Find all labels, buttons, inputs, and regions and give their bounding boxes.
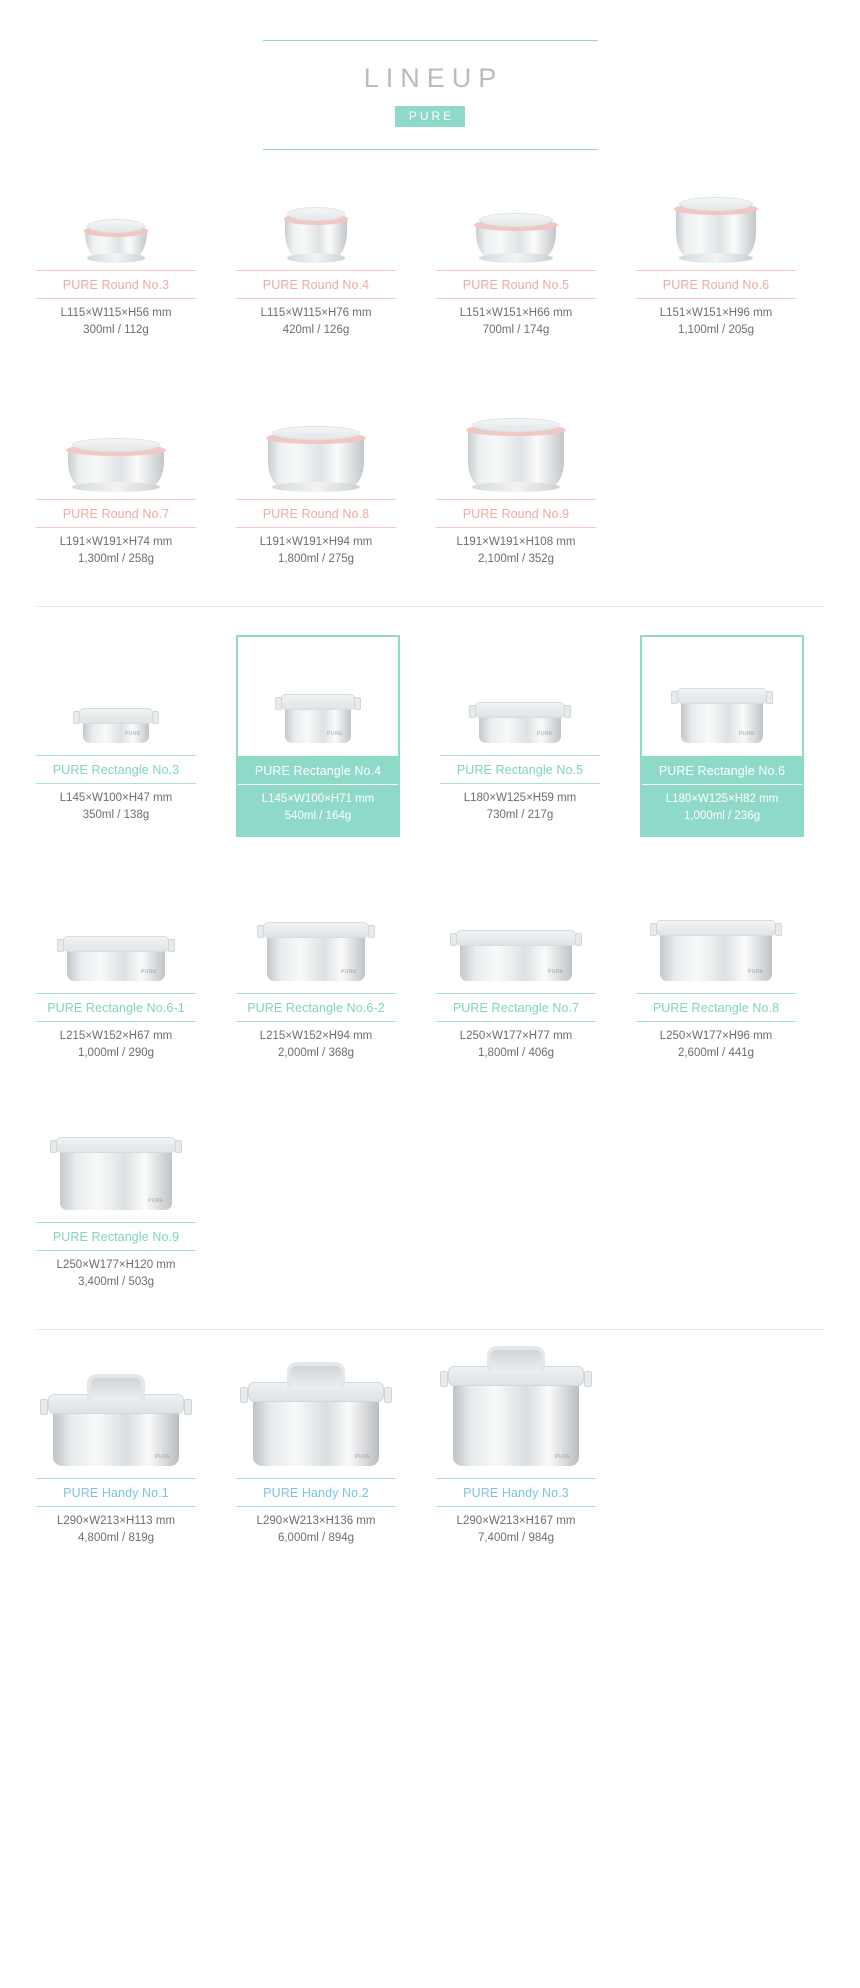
product-dimensions: L290×W213×H136 mm <box>256 1515 376 1527</box>
product-specs <box>236 1507 396 1551</box>
product-card[interactable] <box>36 379 196 572</box>
product-dimensions: L151×W151×H66 mm <box>459 307 573 319</box>
product-specs <box>36 1022 196 1066</box>
product-image-box <box>436 1368 596 1478</box>
product-card[interactable] <box>36 1102 196 1295</box>
product-volume-weight: 1,000ml / 290g <box>77 1047 155 1059</box>
product-volume-weight: 1,800ml / 406g <box>477 1047 555 1059</box>
product-image-box <box>636 160 796 270</box>
product-volume-weight: 1,300ml / 258g <box>77 553 155 565</box>
product-dimensions: L290×W213×H167 mm <box>456 1515 576 1527</box>
product-name: PURE Rectangle No.5 <box>456 763 584 777</box>
product-image-box <box>36 883 196 993</box>
product-card[interactable] <box>436 379 596 572</box>
product-volume-weight: 420ml / 126g <box>282 324 350 336</box>
product-image: PURE <box>460 941 572 981</box>
header-rule-top <box>263 40 598 41</box>
product-card[interactable] <box>436 873 596 1066</box>
product-name: PURE Round No.9 <box>462 507 570 521</box>
section-round <box>0 150 860 572</box>
product-image: PURE <box>67 947 165 981</box>
product-image-box <box>36 1112 196 1222</box>
section-rectangle <box>0 635 860 1295</box>
product-image <box>68 449 164 487</box>
product-name: PURE Handy No.1 <box>63 1486 169 1500</box>
product-specs <box>36 1251 196 1295</box>
product-image <box>676 208 756 258</box>
product-dimensions: L145×W100×H47 mm <box>59 792 173 804</box>
product-specs <box>436 528 596 572</box>
product-dimensions: L115×W115×H56 mm <box>60 307 172 319</box>
product-row <box>36 873 824 1066</box>
product-dimensions: L215×W152×H94 mm <box>259 1030 373 1042</box>
product-sections <box>0 150 860 1551</box>
product-image: PURE <box>453 1380 579 1466</box>
product-card[interactable] <box>236 1358 396 1551</box>
product-volume-weight: 2,100ml / 352g <box>477 553 555 565</box>
product-specs <box>36 784 196 828</box>
product-image: PURE <box>53 1408 179 1466</box>
product-image <box>468 429 564 487</box>
row-spacer <box>36 1066 824 1102</box>
product-card[interactable] <box>236 635 400 837</box>
product-card[interactable] <box>636 873 796 1066</box>
product-image: PURE <box>60 1148 172 1210</box>
product-specs <box>436 1507 596 1551</box>
product-dimensions: L250×W177×H96 mm <box>659 1030 773 1042</box>
product-card[interactable] <box>436 150 596 343</box>
product-image-box <box>236 389 396 499</box>
product-row <box>36 1102 824 1295</box>
product-card[interactable] <box>636 150 796 343</box>
product-image-box <box>238 645 398 755</box>
product-image: PURE <box>681 699 763 743</box>
product-dimensions: L215×W152×H67 mm <box>59 1030 173 1042</box>
product-image-box <box>36 389 196 499</box>
product-name: PURE Handy No.2 <box>263 1486 369 1500</box>
product-image: PURE <box>285 705 351 743</box>
product-image-box <box>636 883 796 993</box>
product-image: PURE <box>83 719 149 743</box>
product-dimensions: L191×W191×H94 mm <box>259 536 373 548</box>
product-image-box <box>236 160 396 270</box>
product-image-box <box>436 160 596 270</box>
product-image: PURE <box>267 933 365 981</box>
product-dimensions: L290×W213×H113 mm <box>56 1515 176 1527</box>
product-image: PURE <box>660 931 772 981</box>
product-volume-weight: 730ml / 217g <box>486 809 554 821</box>
product-specs <box>238 785 398 835</box>
product-specs <box>236 1022 396 1066</box>
product-name: PURE Round No.8 <box>262 507 370 521</box>
product-specs <box>36 528 196 572</box>
product-name: PURE Handy No.3 <box>463 1486 569 1500</box>
product-row <box>36 635 824 837</box>
product-volume-weight: 1,000ml / 236g <box>683 810 761 822</box>
product-image-box <box>236 883 396 993</box>
product-name: PURE Rectangle No.7 <box>452 1001 580 1015</box>
product-name: PURE Rectangle No.6-2 <box>247 1001 385 1015</box>
product-row <box>36 150 824 343</box>
product-image <box>476 224 556 258</box>
product-dimensions: L151×W151×H96 mm <box>659 307 773 319</box>
product-image <box>285 218 347 258</box>
product-card[interactable] <box>36 635 196 837</box>
product-specs <box>236 299 396 343</box>
product-image-box <box>642 645 802 755</box>
product-card[interactable] <box>236 873 396 1066</box>
product-volume-weight: 7,400ml / 984g <box>477 1532 555 1544</box>
product-name: PURE Round No.7 <box>62 507 170 521</box>
product-image-box <box>436 883 596 993</box>
product-specs <box>236 528 396 572</box>
product-row <box>36 379 824 572</box>
product-dimensions: L250×W177×H120 mm <box>56 1259 176 1271</box>
product-card[interactable] <box>640 635 804 837</box>
product-dimensions: L250×W177×H77 mm <box>459 1030 573 1042</box>
product-specs <box>36 299 196 343</box>
product-name: PURE Rectangle No.4 <box>238 756 398 784</box>
product-specs <box>436 1022 596 1066</box>
product-name: PURE Rectangle No.6-1 <box>47 1001 185 1015</box>
product-name: PURE Rectangle No.6 <box>642 756 802 784</box>
product-volume-weight: 350ml / 138g <box>82 809 150 821</box>
product-image-box <box>440 645 600 755</box>
product-image <box>268 437 364 487</box>
section-spacer <box>0 607 860 635</box>
product-dimensions: L191×W191×H108 mm <box>456 536 576 548</box>
product-dimensions: L180×W125×H59 mm <box>463 792 577 804</box>
product-volume-weight: 700ml / 174g <box>482 324 550 336</box>
page-header <box>0 0 860 150</box>
product-dimensions: L115×W115×H76 mm <box>260 307 372 319</box>
product-card[interactable] <box>36 150 196 343</box>
product-volume-weight: 6,000ml / 894g <box>277 1532 355 1544</box>
product-volume-weight: 300ml / 112g <box>83 324 149 336</box>
product-specs <box>636 1022 796 1066</box>
product-name: PURE Round No.6 <box>662 278 770 292</box>
product-specs <box>440 784 600 828</box>
product-specs <box>642 785 802 835</box>
product-dimensions: L180×W125×H82 mm <box>665 793 779 805</box>
product-specs <box>636 299 796 343</box>
product-volume-weight: 4,800ml / 819g <box>77 1532 155 1544</box>
product-card[interactable] <box>440 635 600 837</box>
product-specs <box>36 1507 196 1551</box>
row-spacer <box>36 837 824 873</box>
status-badge: PURE <box>395 106 465 127</box>
section-handy <box>0 1358 860 1551</box>
product-row <box>36 1358 824 1551</box>
product-name: PURE Round No.3 <box>62 278 170 292</box>
product-card[interactable] <box>36 873 196 1066</box>
product-volume-weight: 1,100ml / 205g <box>677 324 755 336</box>
product-image: PURE <box>253 1396 379 1466</box>
product-card[interactable] <box>36 1358 196 1551</box>
product-card[interactable] <box>436 1358 596 1551</box>
product-name: PURE Round No.5 <box>462 278 570 292</box>
product-image-box <box>36 160 196 270</box>
page-title: LINEUP <box>363 63 504 93</box>
product-specs <box>436 299 596 343</box>
product-card[interactable] <box>236 150 396 343</box>
product-name: PURE Round No.4 <box>262 278 370 292</box>
product-name: PURE Rectangle No.3 <box>52 763 180 777</box>
product-image-box <box>36 1368 196 1478</box>
product-image-box <box>36 645 196 755</box>
product-dimensions: L145×W100×H71 mm <box>261 793 375 805</box>
product-image: PURE <box>479 713 561 743</box>
product-image <box>85 230 147 258</box>
product-name: PURE Rectangle No.9 <box>52 1230 180 1244</box>
product-volume-weight: 540ml / 164g <box>284 810 352 822</box>
product-volume-weight: 2,000ml / 368g <box>277 1047 355 1059</box>
product-dimensions: L191×W191×H74 mm <box>59 536 173 548</box>
product-name: PURE Rectangle No.8 <box>652 1001 780 1015</box>
product-volume-weight: 2,600ml / 441g <box>677 1047 755 1059</box>
product-volume-weight: 3,400ml / 503g <box>77 1276 155 1288</box>
product-image-box <box>436 389 596 499</box>
product-volume-weight: 1,800ml / 275g <box>277 553 355 565</box>
section-spacer <box>0 1330 860 1358</box>
row-spacer <box>36 343 824 379</box>
product-image-box <box>236 1368 396 1478</box>
product-card[interactable] <box>236 379 396 572</box>
